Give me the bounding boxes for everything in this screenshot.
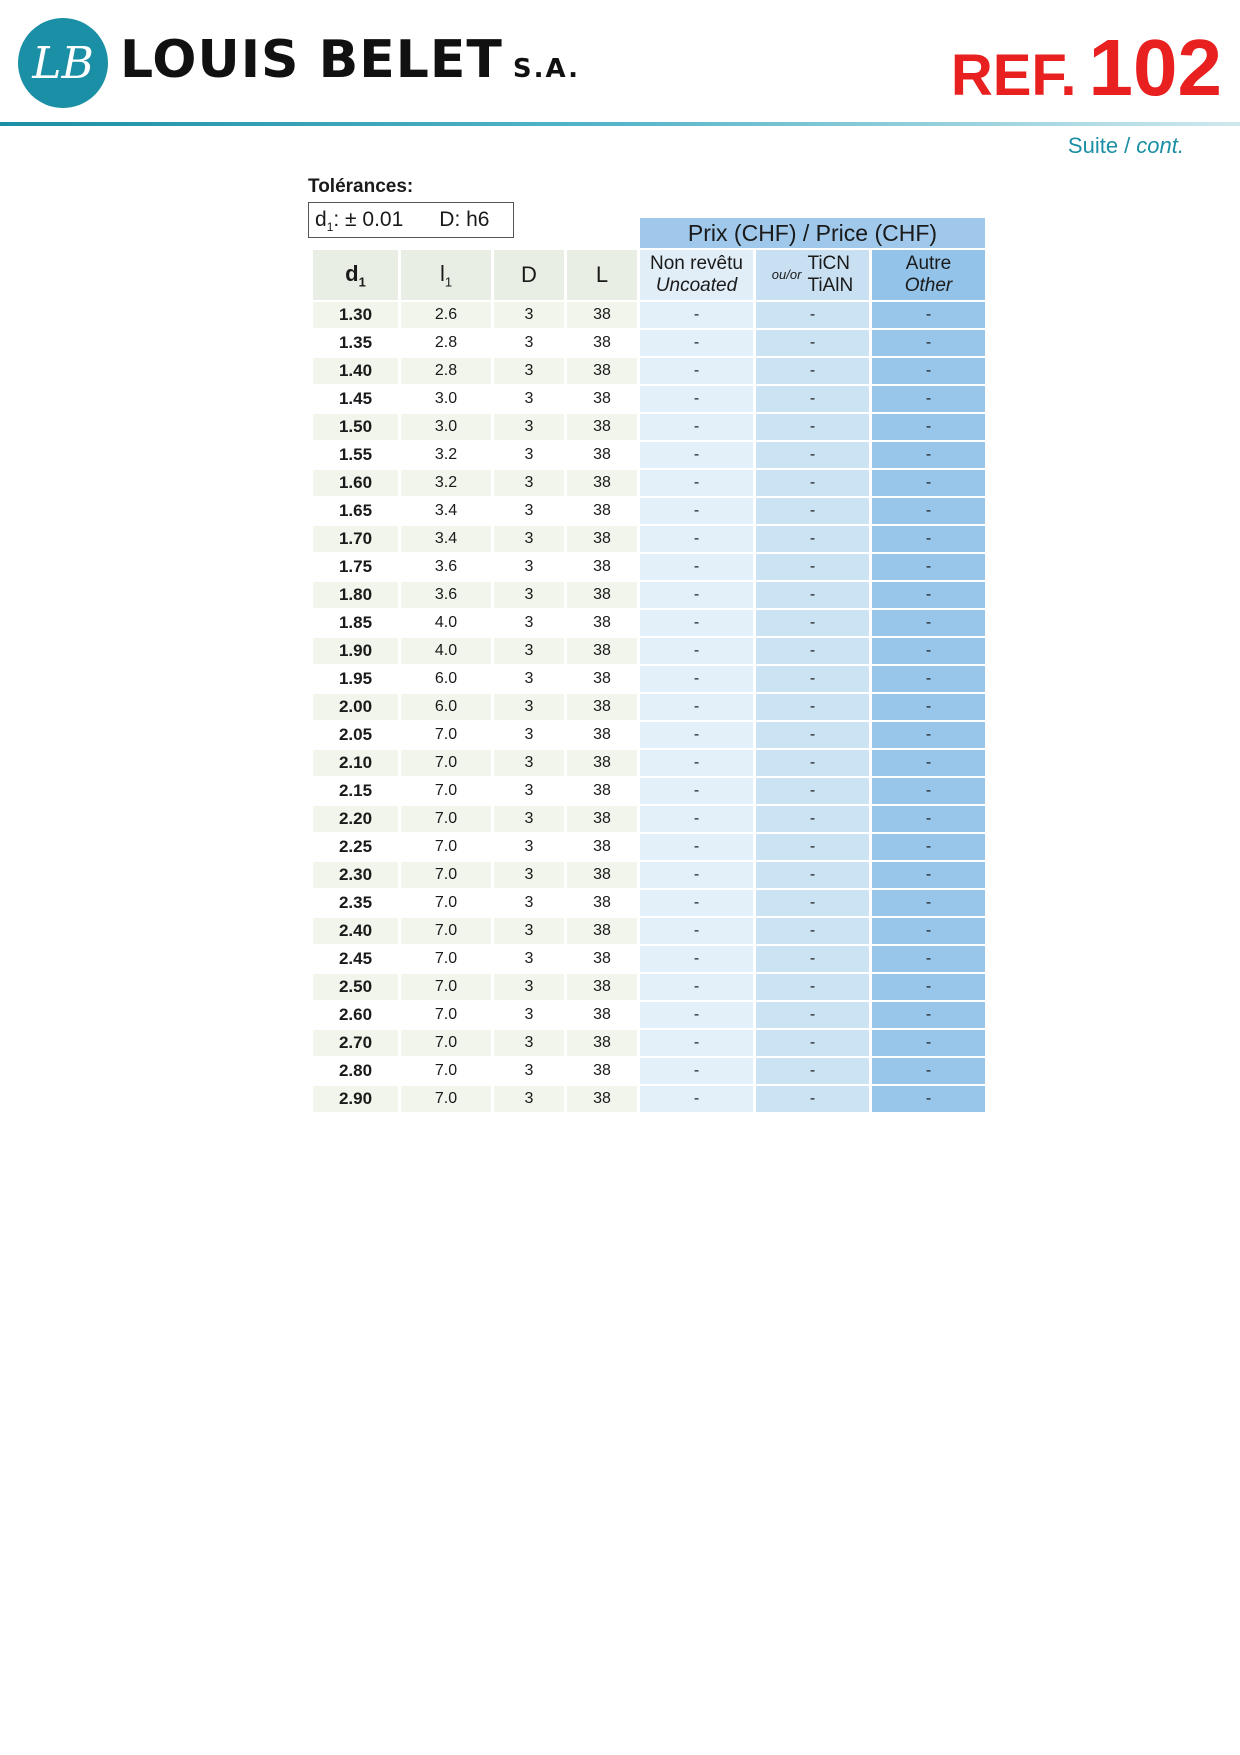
blank-cell: [313, 218, 398, 248]
cell-price-uncoated: -: [640, 610, 753, 636]
cell-l1: 6.0: [401, 694, 491, 720]
cell-price-uncoated: -: [640, 1002, 753, 1028]
cell-price-other: -: [872, 1086, 985, 1112]
cell-price-uncoated: -: [640, 1058, 753, 1084]
company-suffix: S.A.: [512, 54, 580, 84]
cell-price-other: -: [872, 1002, 985, 1028]
company-logo: [18, 18, 108, 108]
cell-price-other: -: [872, 330, 985, 356]
cell-D: 3: [494, 722, 564, 748]
cell-L: 38: [567, 442, 637, 468]
table-row: [313, 750, 985, 776]
table-row: [313, 1058, 985, 1084]
col-L-header: L: [567, 250, 637, 300]
cell-l1: 4.0: [401, 638, 491, 664]
uncoated-en: Uncoated: [655, 275, 738, 296]
continued-fr: Suite /: [1067, 133, 1131, 158]
cell-D: 3: [494, 330, 564, 356]
col-l1-text: l: [439, 260, 445, 286]
cell-price-other: -: [872, 554, 985, 580]
cell-d1: 2.50: [313, 974, 398, 1000]
cell-L: 38: [567, 1002, 637, 1028]
cell-price-uncoated: -: [640, 414, 753, 440]
cell-L: 38: [567, 1030, 637, 1056]
cell-l1: 7.0: [401, 834, 491, 860]
cell-D: 3: [494, 498, 564, 524]
reference-number: [951, 22, 1222, 114]
cell-D: 3: [494, 806, 564, 832]
cell-price-uncoated: -: [640, 582, 753, 608]
cell-price-uncoated: -: [640, 666, 753, 692]
cell-price-other: -: [872, 414, 985, 440]
tol-D-value: D: h6: [439, 208, 490, 231]
uncoated-fr: Non revêtu: [650, 253, 743, 274]
cell-price-coated: -: [756, 554, 869, 580]
cell-d1: 2.40: [313, 918, 398, 944]
cell-price-coated: -: [756, 386, 869, 412]
cell-price-uncoated: -: [640, 806, 753, 832]
cell-L: 38: [567, 1086, 637, 1112]
cell-D: 3: [494, 386, 564, 412]
col-D-header: D: [494, 250, 564, 300]
cell-price-coated: -: [756, 778, 869, 804]
cell-price-other: -: [872, 974, 985, 1000]
cell-l1: 7.0: [401, 1086, 491, 1112]
cell-price-other: -: [872, 470, 985, 496]
cell-L: 38: [567, 358, 637, 384]
coated-type-2: TiAlN: [807, 275, 854, 296]
coated-header-inner: [756, 253, 869, 297]
spec-table-body: [313, 302, 985, 1112]
cell-price-uncoated: -: [640, 638, 753, 664]
col-other-header: [872, 250, 985, 300]
cell-L: 38: [567, 498, 637, 524]
cell-l1: 3.2: [401, 442, 491, 468]
tolerances-title: Tolérances:: [308, 176, 414, 197]
cell-l1: 3.6: [401, 582, 491, 608]
cell-price-other: -: [872, 302, 985, 328]
cell-D: 3: [494, 1058, 564, 1084]
table-row: [313, 834, 985, 860]
cell-price-coated: -: [756, 750, 869, 776]
cell-price-other: -: [872, 638, 985, 664]
cell-price-uncoated: -: [640, 918, 753, 944]
cell-price-uncoated: -: [640, 834, 753, 860]
cell-price-other: -: [872, 778, 985, 804]
cell-l1: 7.0: [401, 750, 491, 776]
cell-L: 38: [567, 862, 637, 888]
cell-d1: 1.35: [313, 330, 398, 356]
cell-L: 38: [567, 778, 637, 804]
cell-d1: 1.45: [313, 386, 398, 412]
cell-L: 38: [567, 554, 637, 580]
cell-D: 3: [494, 554, 564, 580]
cell-L: 38: [567, 386, 637, 412]
cell-price-other: -: [872, 806, 985, 832]
cell-l1: 2.6: [401, 302, 491, 328]
cell-price-other: -: [872, 1058, 985, 1084]
cell-d1: 1.30: [313, 302, 398, 328]
cell-D: 3: [494, 694, 564, 720]
tol-d1-sub: 1: [326, 220, 334, 235]
cell-price-uncoated: -: [640, 694, 753, 720]
cell-d1: 2.05: [313, 722, 398, 748]
blank-cell: [567, 218, 637, 248]
cell-d1: 1.70: [313, 526, 398, 552]
cell-l1: 7.0: [401, 918, 491, 944]
cell-price-uncoated: -: [640, 554, 753, 580]
cell-d1: 1.50: [313, 414, 398, 440]
cell-price-uncoated: -: [640, 1086, 753, 1112]
cell-l1: 2.8: [401, 358, 491, 384]
cell-d1: 2.25: [313, 834, 398, 860]
cell-price-other: -: [872, 442, 985, 468]
cell-price-uncoated: -: [640, 890, 753, 916]
col-l1-header: [401, 250, 491, 300]
blank-cell: [401, 218, 491, 248]
cell-price-other: -: [872, 694, 985, 720]
cell-price-uncoated: -: [640, 330, 753, 356]
table-row: [313, 358, 985, 384]
cell-price-other: -: [872, 862, 985, 888]
col-d1-sub: 1: [358, 274, 366, 290]
cell-d1: 2.70: [313, 1030, 398, 1056]
continued-label: [1068, 133, 1184, 159]
col-coated-header: [756, 250, 869, 300]
table-row: [313, 302, 985, 328]
table-row: [313, 526, 985, 552]
cell-price-coated: -: [756, 414, 869, 440]
cell-D: 3: [494, 302, 564, 328]
cell-price-uncoated: -: [640, 526, 753, 552]
col-uncoated-header: [640, 250, 753, 300]
cell-D: 3: [494, 666, 564, 692]
cell-D: 3: [494, 442, 564, 468]
cell-price-coated: -: [756, 1030, 869, 1056]
cell-price-uncoated: -: [640, 498, 753, 524]
cell-l1: 7.0: [401, 946, 491, 972]
other-fr: Autre: [905, 253, 952, 274]
cell-l1: 7.0: [401, 722, 491, 748]
cell-D: 3: [494, 778, 564, 804]
cell-d1: 1.85: [313, 610, 398, 636]
table-row: [313, 554, 985, 580]
company-name-text: LOUIS BELET: [120, 30, 503, 90]
cell-price-coated: -: [756, 498, 869, 524]
cell-price-uncoated: -: [640, 946, 753, 972]
cell-price-coated: -: [756, 890, 869, 916]
table-row: [313, 1030, 985, 1056]
cell-price-uncoated: -: [640, 1030, 753, 1056]
cell-D: 3: [494, 946, 564, 972]
column-header-row: [313, 250, 985, 300]
cell-d1: 2.10: [313, 750, 398, 776]
cell-d1: 2.45: [313, 946, 398, 972]
cell-l1: 3.4: [401, 498, 491, 524]
table-row: [313, 694, 985, 720]
cell-l1: 3.2: [401, 470, 491, 496]
cell-price-coated: -: [756, 1058, 869, 1084]
cell-l1: 2.8: [401, 330, 491, 356]
cell-L: 38: [567, 582, 637, 608]
cell-d1: 1.80: [313, 582, 398, 608]
cell-price-other: -: [872, 386, 985, 412]
cell-d1: 1.40: [313, 358, 398, 384]
cell-price-uncoated: -: [640, 778, 753, 804]
cell-price-coated: -: [756, 946, 869, 972]
cell-d1: 2.35: [313, 890, 398, 916]
continued-en: cont.: [1136, 133, 1184, 158]
cell-l1: 4.0: [401, 610, 491, 636]
cell-price-coated: -: [756, 302, 869, 328]
cell-L: 38: [567, 526, 637, 552]
price-header: Prix (CHF) / Price (CHF): [640, 218, 985, 248]
cell-d1: 2.30: [313, 862, 398, 888]
cell-price-uncoated: -: [640, 386, 753, 412]
cell-L: 38: [567, 414, 637, 440]
cell-L: 38: [567, 722, 637, 748]
cell-price-coated: -: [756, 442, 869, 468]
cell-price-coated: -: [756, 526, 869, 552]
table-row: [313, 666, 985, 692]
cell-price-uncoated: -: [640, 722, 753, 748]
coated-types: [807, 253, 853, 297]
table-row: [313, 386, 985, 412]
cell-price-other: -: [872, 498, 985, 524]
ref-label: REF.: [950, 43, 1077, 108]
cell-D: 3: [494, 610, 564, 636]
table-row: [313, 862, 985, 888]
cell-price-coated: -: [756, 610, 869, 636]
cell-d1: 2.15: [313, 778, 398, 804]
col-d1-text: d: [345, 260, 359, 286]
cell-price-coated: -: [756, 918, 869, 944]
table-row: [313, 946, 985, 972]
cell-l1: 3.0: [401, 386, 491, 412]
spec-table: [310, 216, 988, 1114]
cell-price-coated: -: [756, 722, 869, 748]
cell-price-uncoated: -: [640, 974, 753, 1000]
cell-price-uncoated: -: [640, 470, 753, 496]
table-row: [313, 610, 985, 636]
cell-l1: 7.0: [401, 778, 491, 804]
table-row: [313, 722, 985, 748]
page-header: [0, 0, 1240, 158]
cell-D: 3: [494, 582, 564, 608]
cell-L: 38: [567, 610, 637, 636]
cell-D: 3: [494, 1030, 564, 1056]
cell-D: 3: [494, 862, 564, 888]
cell-L: 38: [567, 666, 637, 692]
cell-l1: 3.6: [401, 554, 491, 580]
cell-D: 3: [494, 414, 564, 440]
cell-price-coated: -: [756, 806, 869, 832]
cell-l1: 7.0: [401, 1002, 491, 1028]
cell-price-coated: -: [756, 470, 869, 496]
cell-price-other: -: [872, 610, 985, 636]
price-header-row: [313, 218, 985, 248]
cell-price-other: -: [872, 358, 985, 384]
cell-d1: 1.75: [313, 554, 398, 580]
col-d1-header: [313, 250, 398, 300]
cell-l1: 7.0: [401, 890, 491, 916]
cell-price-coated: -: [756, 582, 869, 608]
cell-price-other: -: [872, 918, 985, 944]
cell-L: 38: [567, 302, 637, 328]
cell-price-other: -: [872, 666, 985, 692]
cell-price-uncoated: -: [640, 862, 753, 888]
cell-l1: 6.0: [401, 666, 491, 692]
table-row: [313, 806, 985, 832]
cell-D: 3: [494, 890, 564, 916]
cell-price-other: -: [872, 750, 985, 776]
tol-d1-value: : ± 0.01: [333, 208, 404, 231]
cell-L: 38: [567, 1058, 637, 1084]
cell-D: 3: [494, 918, 564, 944]
cell-price-coated: -: [756, 694, 869, 720]
table-row: [313, 582, 985, 608]
cell-price-coated: -: [756, 358, 869, 384]
cell-L: 38: [567, 890, 637, 916]
blank-cell: [494, 218, 564, 248]
cell-price-other: -: [872, 582, 985, 608]
cell-L: 38: [567, 834, 637, 860]
table-row: [313, 974, 985, 1000]
header-divider: [0, 122, 1240, 126]
cell-L: 38: [567, 974, 637, 1000]
cell-d1: 1.65: [313, 498, 398, 524]
cell-price-coated: -: [756, 862, 869, 888]
cell-d1: 1.60: [313, 470, 398, 496]
cell-L: 38: [567, 470, 637, 496]
col-l1-sub: 1: [444, 274, 453, 290]
cell-price-coated: -: [756, 1086, 869, 1112]
cell-price-coated: -: [756, 330, 869, 356]
ref-number: 102: [1088, 23, 1222, 112]
cell-price-coated: -: [756, 1002, 869, 1028]
cell-price-other: -: [872, 946, 985, 972]
cell-l1: 7.0: [401, 1030, 491, 1056]
cell-price-uncoated: -: [640, 442, 753, 468]
cell-L: 38: [567, 918, 637, 944]
table-row: [313, 442, 985, 468]
other-en: Other: [904, 275, 953, 296]
table-row: [313, 1002, 985, 1028]
cell-d1: 2.90: [313, 1086, 398, 1112]
cell-D: 3: [494, 526, 564, 552]
table-row: [313, 330, 985, 356]
ouor-label: ou/or: [771, 267, 802, 282]
cell-D: 3: [494, 750, 564, 776]
cell-L: 38: [567, 330, 637, 356]
table-row: [313, 1086, 985, 1112]
cell-price-uncoated: -: [640, 750, 753, 776]
table-row: [313, 470, 985, 496]
cell-D: 3: [494, 358, 564, 384]
company-name: [120, 30, 580, 90]
table-row: [313, 638, 985, 664]
cell-price-other: -: [872, 526, 985, 552]
cell-d1: 1.95: [313, 666, 398, 692]
cell-price-other: -: [872, 834, 985, 860]
table-row: [313, 778, 985, 804]
cell-price-uncoated: -: [640, 358, 753, 384]
cell-L: 38: [567, 946, 637, 972]
cell-l1: 7.0: [401, 806, 491, 832]
cell-l1: 3.4: [401, 526, 491, 552]
cell-d1: 2.60: [313, 1002, 398, 1028]
cell-l1: 7.0: [401, 862, 491, 888]
cell-d1: 1.55: [313, 442, 398, 468]
cell-L: 38: [567, 750, 637, 776]
cell-d1: 2.20: [313, 806, 398, 832]
cell-price-other: -: [872, 890, 985, 916]
cell-price-other: -: [872, 722, 985, 748]
cell-l1: 3.0: [401, 414, 491, 440]
cell-L: 38: [567, 806, 637, 832]
cell-price-uncoated: -: [640, 302, 753, 328]
cell-price-coated: -: [756, 638, 869, 664]
cell-price-coated: -: [756, 974, 869, 1000]
cell-d1: 2.00: [313, 694, 398, 720]
cell-d1: 1.90: [313, 638, 398, 664]
table-row: [313, 890, 985, 916]
cell-D: 3: [494, 834, 564, 860]
table-row: [313, 918, 985, 944]
cell-l1: 7.0: [401, 1058, 491, 1084]
logo-monogram: LB: [32, 38, 94, 89]
cell-L: 38: [567, 694, 637, 720]
tol-d1-label: d: [315, 208, 327, 231]
cell-d1: 2.80: [313, 1058, 398, 1084]
cell-D: 3: [494, 638, 564, 664]
cell-price-coated: -: [756, 666, 869, 692]
table-row: [313, 498, 985, 524]
cell-D: 3: [494, 1002, 564, 1028]
cell-L: 38: [567, 638, 637, 664]
table-row: [313, 414, 985, 440]
cell-l1: 7.0: [401, 974, 491, 1000]
cell-D: 3: [494, 470, 564, 496]
cell-price-coated: -: [756, 834, 869, 860]
coated-type-1: TiCN: [807, 253, 851, 274]
cell-D: 3: [494, 1086, 564, 1112]
cell-D: 3: [494, 974, 564, 1000]
cell-price-other: -: [872, 1030, 985, 1056]
